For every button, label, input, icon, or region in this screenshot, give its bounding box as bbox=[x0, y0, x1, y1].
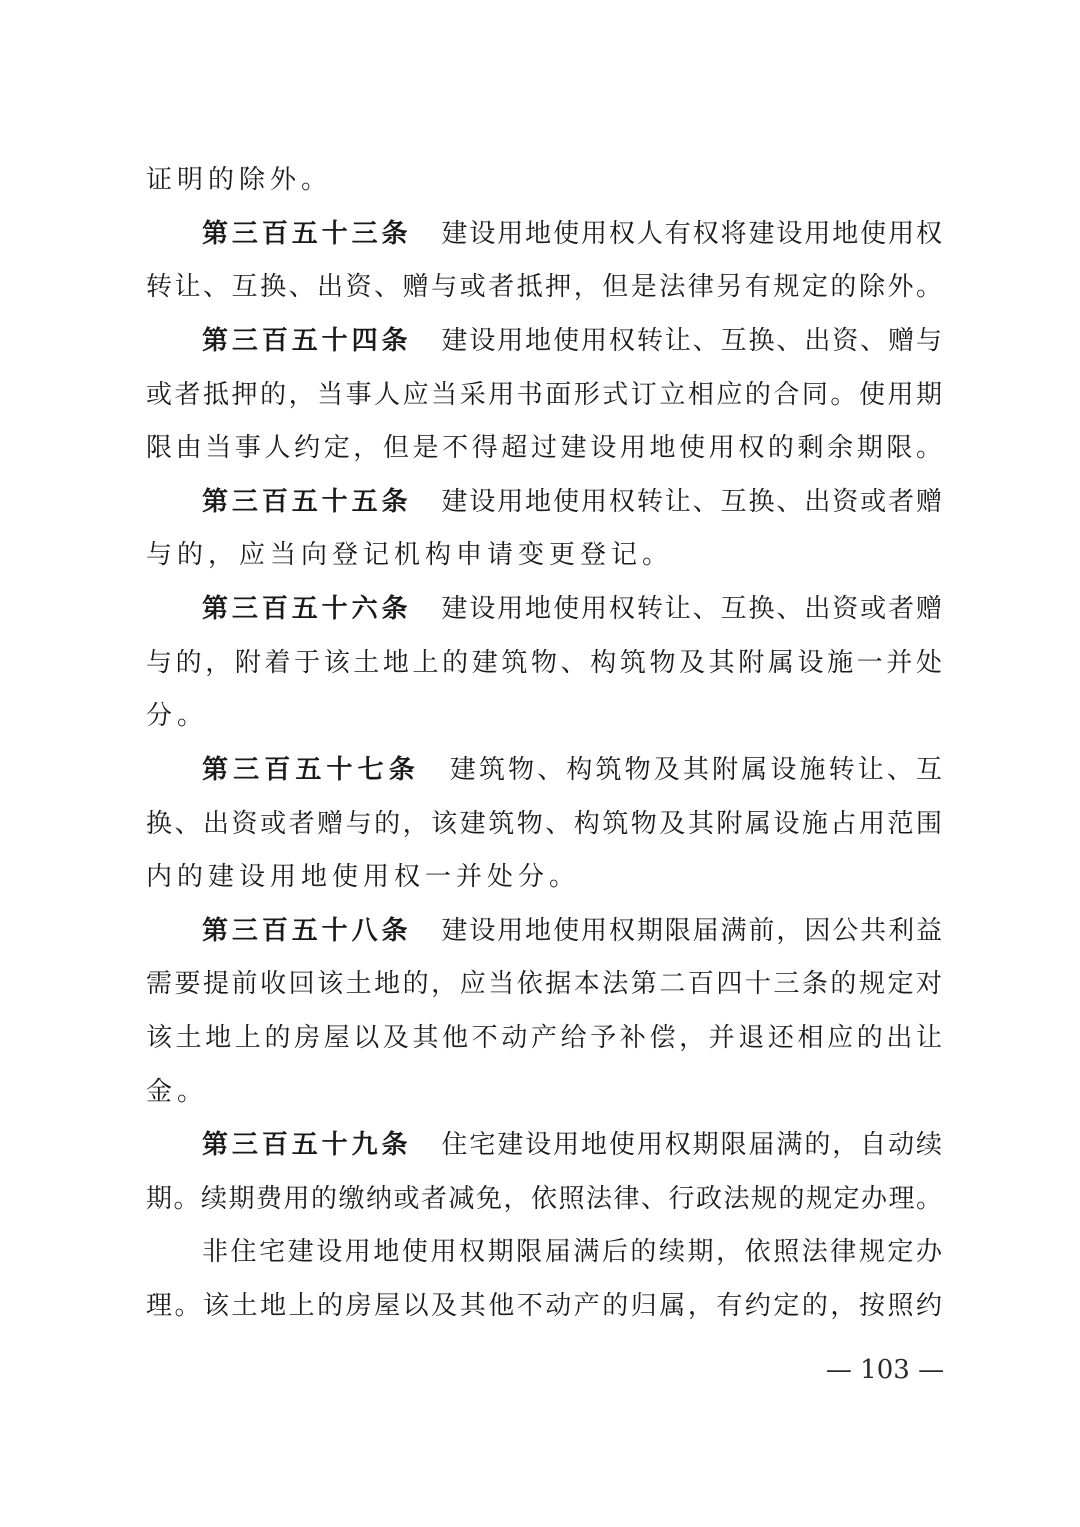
text-line: 期。续期费用的缴纳或者减免，依照法律、行政法规的规定办理。 bbox=[146, 1184, 942, 1214]
article-355-line-1 bbox=[202, 482, 942, 522]
text-line: 或者抵押的，当事人应当采用书面形式订立相应的合同。使用期 bbox=[146, 380, 942, 410]
article-text: 建设用地使用权人有权将建设用地使用权 bbox=[441, 219, 942, 249]
page-number: — 103 — bbox=[825, 1355, 945, 1385]
article-text: 建设用地使用权转让、互换、出资或者赠 bbox=[441, 487, 942, 517]
text-line: 证明的除外。 bbox=[146, 165, 333, 195]
text-line: 该土地上的房屋以及其他不动产给予补偿，并退还相应的出让 bbox=[146, 1023, 942, 1053]
article-353-line-1 bbox=[202, 214, 942, 254]
article-text: 建筑物、构筑物及其附属设施转让、互 bbox=[449, 755, 942, 785]
article-358-line-1 bbox=[202, 911, 942, 951]
article-354-line-1 bbox=[202, 321, 942, 361]
text-line: 与的，附着于该土地上的建筑物、构筑物及其附属设施一并处 bbox=[146, 648, 942, 678]
article-title: 第三百五十六条 bbox=[202, 594, 412, 624]
article-356-line-1 bbox=[202, 589, 942, 629]
article-text: 住宅建设用地使用权期限届满的，自动续 bbox=[441, 1130, 942, 1160]
article-357-line-1 bbox=[202, 750, 942, 790]
text-line: 非住宅建设用地使用权期限届满后的续期，依照法律规定办 bbox=[202, 1237, 942, 1267]
article-359-line-1 bbox=[202, 1125, 942, 1165]
article-title: 第三百五十三条 bbox=[202, 219, 412, 249]
article-text: 建设用地使用权转让、互换、出资或者赠 bbox=[441, 594, 942, 624]
article-title: 第三百五十五条 bbox=[202, 487, 412, 517]
article-title: 第三百五十四条 bbox=[202, 326, 412, 356]
text-line: 金。 bbox=[146, 1077, 209, 1107]
article-title: 第三百五十八条 bbox=[202, 916, 412, 946]
text-line: 与的，应当向登记机构申请变更登记。 bbox=[146, 540, 674, 570]
text-line: 转让、互换、出资、赠与或者抵押，但是法律另有规定的除外。 bbox=[146, 272, 942, 302]
article-title: 第三百五十七条 bbox=[202, 755, 420, 785]
text-line: 限由当事人约定，但是不得超过建设用地使用权的剩余期限。 bbox=[146, 433, 942, 463]
article-text: 建设用地使用权转让、互换、出资、赠与 bbox=[441, 326, 942, 356]
text-line: 需要提前收回该土地的，应当依据本法第二百四十三条的规定对 bbox=[146, 969, 942, 999]
text-line: 分。 bbox=[146, 701, 209, 731]
article-text: 建设用地使用权期限届满前，因公共利益 bbox=[441, 916, 942, 946]
article-title: 第三百五十九条 bbox=[202, 1130, 412, 1160]
text-line: 内的建设用地使用权一并处分。 bbox=[146, 862, 581, 892]
text-line: 换、出资或者赠与的，该建筑物、构筑物及其附属设施占用范围 bbox=[146, 809, 942, 839]
text-line: 理。该土地上的房屋以及其他不动产的归属，有约定的，按照约 bbox=[146, 1291, 942, 1321]
